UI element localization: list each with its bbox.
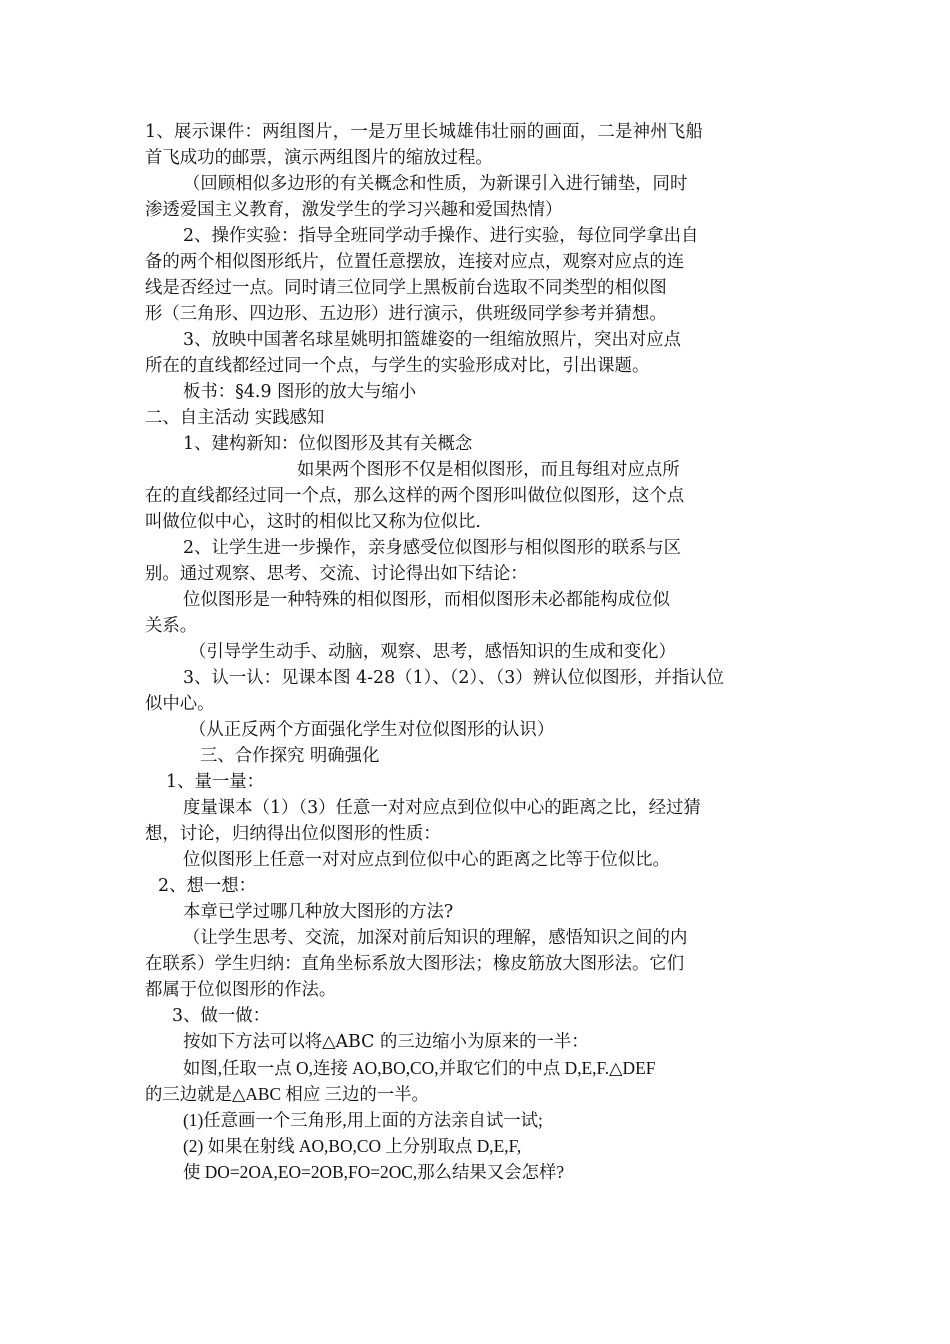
text-line: 本章已学过哪几种放大图形的方法? [183, 902, 454, 922]
text-line: 3、认一认：见课本图 4-28（1）、（2）、（3）辨认位似图形，并指认位 [183, 668, 724, 688]
text-line: 如果两个图形不仅是相似图形，而且每组对应点所 [297, 460, 680, 480]
text-line: 1、建构新知：位似图形及其有关概念 [183, 434, 473, 454]
text-line: （从正反两个方面强化学生对位似图形的认识） [189, 720, 555, 740]
text-line: （引导学生动手、动脑，观察、思考，感悟知识的生成和变化） [189, 642, 676, 662]
section-heading: 三、合作探究 明确强化 [200, 746, 380, 766]
text-line: 板书：§4.9 图形的放大与缩小 [183, 382, 417, 402]
text-line: 2、操作实验：指导全班同学动手操作、进行实验，每位同学拿出自 [183, 226, 699, 246]
text-line: （让学生思考、交流，加深对前后知识的理解，感悟知识之间的内 [183, 928, 688, 948]
text-line: 1、量一量： [166, 772, 265, 792]
text-line: 都属于位似图形的作法。 [145, 980, 337, 1000]
text-line: 位似图形上任意一对对应点到位似中心的距离之比等于位似比。 [183, 850, 670, 870]
text-line: 度量课本（1）（3）任意一对对应点到位似中心的距离之比，经过猜 [183, 798, 701, 818]
text-line: 关系。 [145, 616, 198, 636]
text-line: 在联系）学生归纳：直角坐标系放大图形法；橡皮筋放大图形法。它们 [145, 954, 685, 974]
text-line: 别。通过观察、思考、交流、讨论得出如下结论： [145, 564, 528, 584]
text-line: 首飞成功的邮票，演示两组图片的缩放过程。 [145, 148, 493, 168]
text-line: （回顾相似多边形的有关概念和性质，为新课引入进行铺垫，同时 [183, 174, 688, 194]
text-line: 2、让学生进一步操作，亲身感受位似图形与相似图形的联系与区 [183, 538, 682, 558]
text-line: 使 DO=2OA,EO=2OB,FO=2OC,那么结果又会怎样? [183, 1162, 565, 1182]
text-line: 想，讨论，归纳得出位似图形的性质： [145, 824, 441, 844]
text-line: (2) 如果在射线 AO,BO,CO 上分别取点 D,E,F, [183, 1136, 522, 1156]
text-line: 所在的直线都经过同一个点，与学生的实验形成对比，引出课题。 [145, 356, 650, 376]
text-line: (1)任意画一个三角形,用上面的方法亲自试一试; [183, 1110, 543, 1130]
text-line: 按如下方法可以将△ABC 的三边缩小为原来的一半： [183, 1032, 589, 1052]
text-line: 3、放映中国著名球星姚明扣篮雄姿的一组缩放照片，突出对应点 [183, 330, 682, 350]
text-line: 形（三角形、四边形、五边形）进行演示，供班级同学参考并猜想。 [145, 304, 667, 324]
text-line: 在的直线都经过同一个点，那么这样的两个图形叫做位似图形，这个点 [145, 486, 685, 506]
text-line: 1、展示课件：两组图片，一是万里长城雄伟壮丽的画面，二是神州飞船 [145, 122, 704, 142]
text-line: 位似图形是一种特殊的相似图形，而相似图形未必都能构成位似 [183, 590, 670, 610]
text-line: 的三边就是△ABC 相应 三边的一半。 [145, 1084, 429, 1104]
text-line: 2、想一想： [158, 876, 257, 896]
text-line: 如图,任取一点 O,连接 AO,BO,CO,并取它们的中点 D,E,F.△DEF [183, 1058, 656, 1078]
text-line: 叫做位似中心，这时的相似比又称为位似比. [145, 512, 481, 532]
text-line: 3、做一做： [172, 1006, 271, 1026]
text-line: 渗透爱国主义教育，激发学生的学习兴趣和爱国热情） [145, 200, 563, 220]
text-line: 似中心。 [145, 694, 215, 714]
section-heading: 二、自主活动 实践感知 [145, 408, 325, 428]
text-line: 备的两个相似图形纸片，位置任意摆放，连接对应点，观察对应点的连 [145, 252, 685, 272]
text-line: 线是否经过一点。同时请三位同学上黑板前台选取不同类型的相似图 [145, 278, 667, 298]
